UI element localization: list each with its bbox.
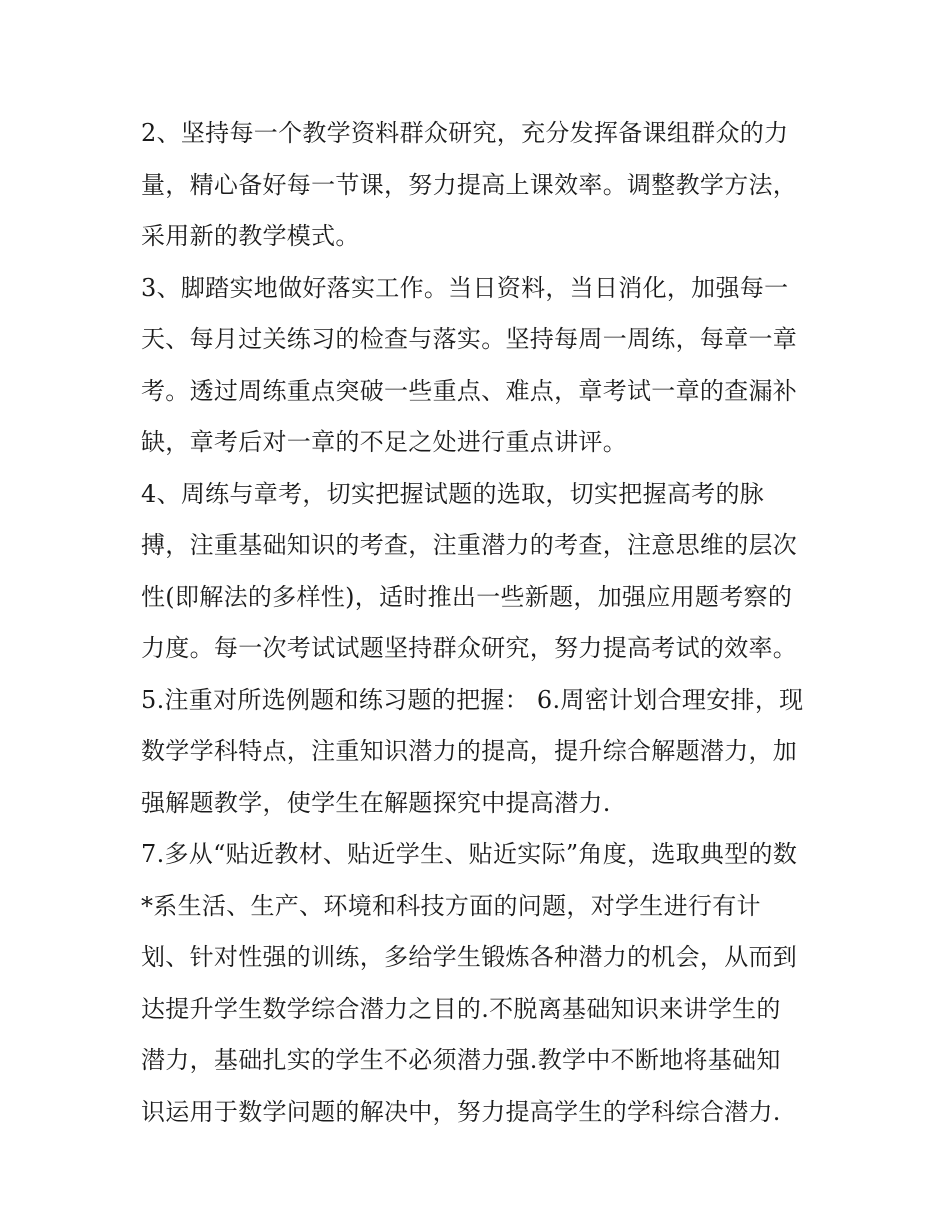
text-line: 潜力，基础扎实的学生不必须潜力强.教学中不断地将基础知	[141, 1046, 781, 1074]
text-line: 量，精心备好每一节课，努力提高上课效率。调整教学方法，	[141, 170, 798, 199]
text-line: *系生活、生产、环境和科技方面的问题，对学生进行有计	[141, 891, 761, 920]
text-line: 强解题教学，使学生在解题探究中提高潜力.	[141, 788, 611, 817]
text-line: 7.多从“贴近教材、贴近学生、贴近实际”角度，选取典型的数	[141, 840, 798, 868]
text-line: 2、坚持每一个教学资料群众研究，充分发挥备课组群众的力	[141, 119, 789, 147]
text-line: 4、周练与章考，切实把握试题的选取，切实把握高考的脉	[141, 479, 765, 508]
text-line: 搏，注重基础知识的考查，注重潜力的考查，注意思维的层次	[141, 531, 798, 559]
body-text	[141, 108, 821, 1138]
text-line: 识运用于数学问题的解决中，努力提高学生的学科综合潜力.	[141, 1097, 781, 1126]
text-line: 数学学科特点，注重知识潜力的提高，提升综合解题潜力，加	[141, 737, 798, 765]
text-line: 采用新的教学模式。	[141, 222, 360, 250]
text-line: 3、脚踏实地做好落实工作。当日资料，当日消化，加强每一	[141, 273, 789, 302]
text-line: 性(即解法的多样性)，适时推出一些新题，加强应用题考察的	[141, 582, 793, 611]
text-line: 力度。每一次考试试题坚持群众研究，努力提高考试的效率。	[141, 634, 798, 662]
text-line: 缺，章考后对一章的不足之处进行重点讲评。	[141, 428, 627, 456]
text-line: 5.注重对所选例题和练习题的把握： 6.周密计划合理安排，现	[141, 685, 804, 714]
text-line: 达提升学生数学综合潜力之目的.不脱离基础知识来讲学生的	[141, 994, 781, 1023]
text-line: 考。透过周练重点突破一些重点、难点，章考试一章的查漏补	[141, 376, 798, 405]
text-line: 划、针对性强的训练，多给学生锻炼各种潜力的机会，从而到	[141, 943, 798, 971]
text-line: 天、每月过关练习的检查与落实。坚持每周一周练，每章一章	[141, 325, 798, 353]
